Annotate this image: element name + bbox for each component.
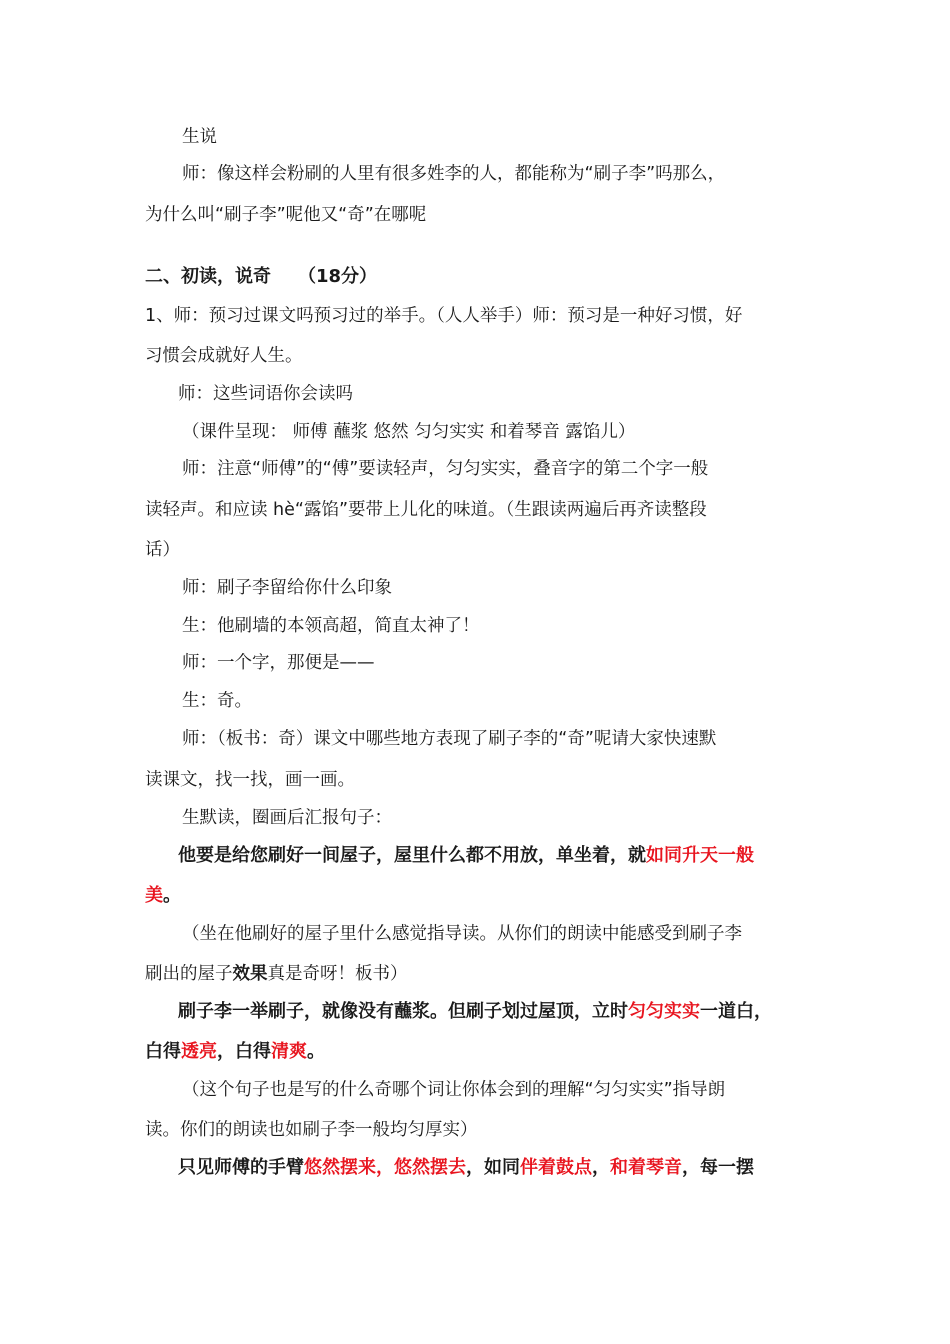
quote-2b-period: 。 xyxy=(307,1041,325,1062)
text-line-14: 师：一个字，那便是—— xyxy=(182,653,375,673)
section-heading: 二、初读，说奇 （18分） xyxy=(145,266,378,287)
quote-2b-highlight1: 透亮 xyxy=(181,1041,217,1062)
note-line-4: 读。你们的朗读也如刷子李一般均匀厚实） xyxy=(145,1120,478,1140)
quote-2b-text1: 白得 xyxy=(145,1041,181,1062)
note-2-text: 刷出的屋子 xyxy=(145,964,233,984)
note-line-1: （坐在他刷好的屋子里什么感觉指导读。从你们的朗读中能感受到刷子李 xyxy=(182,924,742,944)
quote-3-text1: 只见师傅的手臂 xyxy=(178,1157,304,1178)
quote-1-period: 。 xyxy=(163,885,181,906)
text-line-3: 为什么叫“刷子李”呢他又“奇”在哪呢 xyxy=(145,205,427,225)
text-line-11: 话） xyxy=(145,540,180,560)
text-line-17: 读课文，找一找，画一画。 xyxy=(145,770,355,790)
quote-2-tail: 一道白， xyxy=(700,1001,772,1022)
quote-1-text: 他要是给您刷好一间屋子，屋里什么都不用放，单坐着，就 xyxy=(178,845,646,866)
quote-2b-text2: ，白得 xyxy=(217,1041,271,1062)
note-2-tail: 真是奇呀！板书） xyxy=(267,964,408,984)
quote-3-highlight1: 悠然摆来，悠然摆去 xyxy=(304,1157,466,1178)
quote-3-text4: ，每一摆 xyxy=(682,1157,754,1178)
quote-sentence-1-end xyxy=(145,884,181,908)
note-2-bold: 效果 xyxy=(232,964,268,984)
text-line-6: 习惯会成就好人生。 xyxy=(145,346,303,366)
text-line-10: 读轻声。和应读 hè“露馅”要带上儿化的味道。（生跟读两遍后再齐读整段 xyxy=(145,500,707,520)
quote-1-highlight-end: 美 xyxy=(145,885,163,906)
text-line-12: 师：刷子李留给你什么印象 xyxy=(182,578,392,598)
quote-2b-highlight2: 清爽 xyxy=(271,1041,307,1062)
text-line-13: 生：他刷墙的本领高超，简直太神了！ xyxy=(182,616,480,636)
text-line-15: 生：奇。 xyxy=(182,691,252,711)
text-line-1: 生说 xyxy=(182,127,217,147)
note-line-3: （这个句子也是写的什么奇哪个词让你体会到的理解“匀匀实实”指导朗 xyxy=(182,1080,726,1100)
text-line-5: 1、师：预习过课文吗预习过的举手。（人人举手）师：预习是一种好习惯，好 xyxy=(145,306,743,326)
text-line-16: 师：（板书：奇）课文中哪些地方表现了刷子李的“奇”呢请大家快速默 xyxy=(182,729,717,749)
quote-2-highlight: 匀匀实实 xyxy=(628,1001,700,1022)
quote-sentence-2-cont xyxy=(145,1040,325,1064)
quote-3-highlight2: 伴着鼓点 xyxy=(520,1157,592,1178)
vocabulary-line: （课件呈现： 师傅 蘸浆 悠然 匀匀实实 和着琴音 露馅儿） xyxy=(182,422,636,442)
quote-3-highlight3: 和着琴音 xyxy=(610,1157,682,1178)
quote-3-text3: ， xyxy=(592,1157,610,1178)
text-line-18: 生默读，圈画后汇报句子： xyxy=(182,808,392,828)
text-line-2: 师：像这样会粉刷的人里有很多姓李的人，都能称为“刷子李”吗那么， xyxy=(182,164,726,184)
quote-sentence-3 xyxy=(178,1156,754,1180)
text-line-7: 师：这些词语你会读吗 xyxy=(178,384,353,404)
quote-sentence-1 xyxy=(178,844,754,868)
text-line-9: 师：注意“师傅”的“傅”要读轻声，匀匀实实，叠音字的第二个字一般 xyxy=(182,459,709,479)
quote-3-text2: ，如同 xyxy=(466,1157,520,1178)
note-line-2 xyxy=(145,962,408,986)
quote-1-highlight: 如同升天一般 xyxy=(646,845,754,866)
quote-sentence-2 xyxy=(178,1000,772,1024)
quote-2-text: 刷子李一举刷子，就像没有蘸浆。但刷子划过屋顶，立时 xyxy=(178,1001,628,1022)
